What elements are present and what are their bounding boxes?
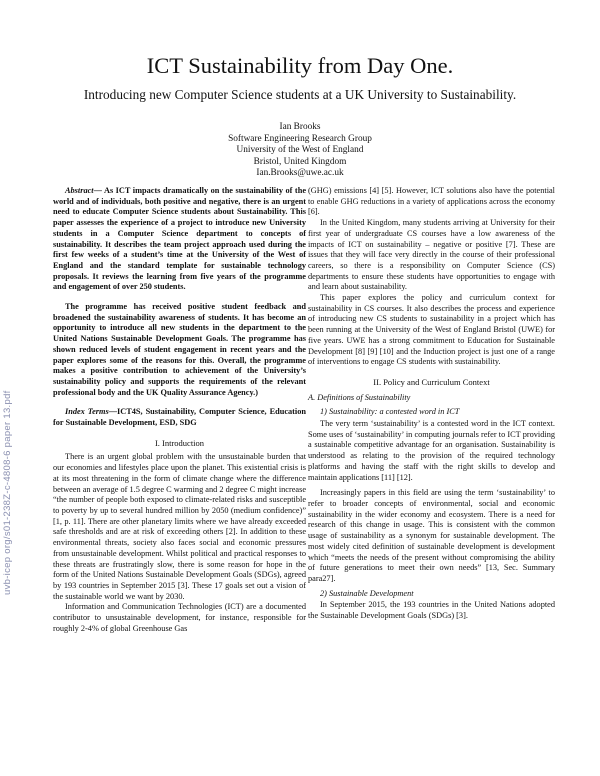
index-terms — [53, 407, 306, 428]
subsection-heading-definitions: A. Definitions of Sustainability — [308, 392, 411, 402]
abstract-paragraph — [53, 186, 306, 293]
paragraph-contested-term: The very term ‘sustainability’ is a contested word in the ICT context. Some uses of ‘sustainability’ in computing journals refer to ICT providing a sustainable competitive advantage for an organisation. Sustainability is understood as relating to the provision of the required technology platforms and having the staff with the right skills to develop and maintain applications [11] [12]. — [308, 419, 555, 482]
intro-paragraph-1: There is an urgent global problem with the unsustainable burden that our economies and lifestyles place upon the planet. This existential crisis is at its most threatening in the form of climate change where the difference between an average of 1.5 degree C warming and 2 degree C might increase “the number of people both exposed to climate-related risks and susceptible to poverty by up to several hundred million by 2050 (medium confidence)” [1, p. 11]. There are other planetary limits where we have already exceeded safe thresholds and are at risk of exceeding others [2]. In addition to these environmental threats, society also faces social and economic pressures from unsustainable development. Whilst political and practical responses to these threats are frustratingly slow, there is some reason for hope in the form of the United Nations Sustainable Development Goals (SDGs), agreed by 193 countries in September 2015 [3]. These 17 goals set out a vision of the sustainable world we want by 2030. — [53, 452, 306, 601]
left-column — [53, 186, 306, 634]
section-heading-introduction: I. Introduction — [154, 437, 205, 448]
index-terms-text: —ICT4S, Sustainability, Computer Science, Education for Sustainable Development, ESD, SDG — [53, 407, 307, 428]
paragraph-increasingly: Increasingly papers in this field are using the term ‘sustainability’ to refer to broader concepts of environmental, social and economic sustainability in the wider economy and ecosystem. There is a need for research of this change in usage. This is consistent with the common usage of sustainability as a synonym for sustainable development. The most widely cited definition of sustainable development is development which “meets the needs of the present without compromising the ability of future generations to meet their own needs” [13, Sec. Summary para27]. — [308, 488, 555, 583]
right-column — [308, 186, 555, 622]
abstract-label: Abstract — [65, 186, 94, 195]
author-email: Ian.Brooks@uwe.ac.uk — [256, 168, 344, 178]
author-block — [0, 122, 600, 180]
paper-subtitle: Introducing new Computer Science students at a UK University to Sustainability. — [83, 87, 517, 102]
paragraph-september-2015: In September 2015, the 193 countries in the United Nations adopted the Sustainable Development Goals (SDGs) [3]. — [308, 600, 555, 621]
subsubsection-heading-contested: 1) Sustainability: a contested word in ICT — [320, 407, 460, 417]
author-university: University of the West of England — [236, 145, 364, 155]
subsubsection-heading-sustainable-dev: 2) Sustainable Development — [320, 588, 414, 598]
abstract-text: — As ICT impacts dramatically on the sustainability of the world and of individuals, both positive and negative, there is an urgent need to educate Computer Science students about Sustainability. This paper assesses the experience of a project to introduce new University students in a Computer Science department to concepts of sustainability. It describes the team project approach used during the first few weeks of a student’s time at the University of the West of England and the standard template for sustainable technology proposals. It reviews the learning from five years of the programme and engagement of over 250 students. — [53, 186, 306, 292]
paper-title: ICT Sustainability from Day One. — [146, 53, 454, 78]
author-location: Bristol, United Kingdom — [253, 156, 347, 167]
index-terms-label: Index Terms — [65, 407, 109, 417]
side-stamp — [2, 245, 14, 595]
author-name: Ian Brooks — [279, 122, 321, 132]
section-heading-policy: II. Policy and Curriculum Context — [373, 376, 490, 387]
intro-paragraph-2: Information and Communication Technologies (ICT) are a documented contributor to unsustainable development, for instance, responsible for roughly 2-4% of global Greenhouse Gas — [53, 602, 306, 633]
paragraph-continued: (GHG) emissions [4] [5]. However, ICT solutions also have the potential to enable GHG reductions in a variety of applications across the economy [6]. — [308, 186, 555, 217]
side-stamp-text: uvb-icep org/s01-238Z-c-4808-6 paper 13.pdf — [2, 390, 13, 595]
abstract-paragraph-2: The programme has received positive student feedback and broadened the sustainability awareness of students. It has become an opportunity to introduce all new students in the department to the United Nations Sustainable Development Goals. The programme has shown reduced levels of student engagement in recent years and the paper explores some of the reasons for this. Overall, the programme makes a positive contribution to achievement of the University’s sustainability policy and supports the requirements of the relevant professional body and the UK Quality Assurance Agency.) — [53, 302, 306, 397]
author-group: Software Engineering Research Group — [228, 133, 372, 144]
paragraph-uk-students: In the United Kingdom, many students arriving at University for their first year of undergraduate CS courses have a low awareness of the impacts of ICT on sustainability – negative or positive [7]. These are issues that they will face very directly in the course of their professional careers, so there is a responsibility on Computer Science (CS) departments to ensure these students have opportunities to engage with and learn about sustainability. — [308, 218, 555, 292]
paragraph-paper-explores: This paper explores the policy and curriculum context for sustainability in CS courses. It also describes the process and experience of introducing new CS students to sustainability in a project which has been running at the University of the West of England Bristol (UWE) for five years. UWE has a strong commitment to Education for Sustainable Development [8] [9] [10] and the Induction project is just one of a range of interventions to engage CS students with sustainability. — [308, 293, 555, 367]
